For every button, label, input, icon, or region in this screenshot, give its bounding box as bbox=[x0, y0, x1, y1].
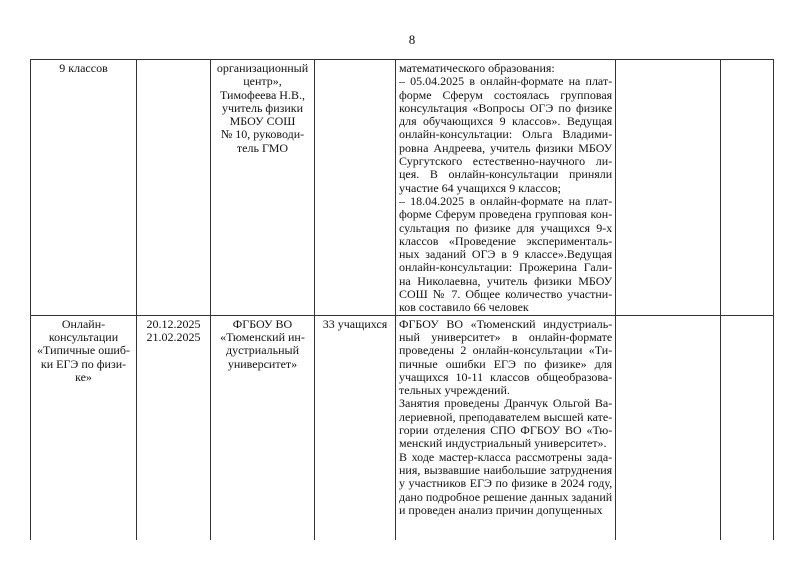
organizer-line: учитель физики bbox=[221, 101, 304, 115]
description-line: на Николаевна, учитель физики МБОУ bbox=[399, 274, 613, 288]
description-line: ния, вызвавшие наибольшие затруднения bbox=[399, 463, 613, 477]
event-name-cell bbox=[31, 315, 137, 540]
description-line: гории отделения СПО ФГБОУ ВО «Тю- bbox=[399, 424, 613, 438]
organizer-line: центр», bbox=[243, 75, 282, 89]
event-name-line: ке» bbox=[75, 370, 92, 384]
organizer-line: дустриальный bbox=[225, 344, 300, 358]
description-line: у участников ЕГЭ по физике в 2024 году, bbox=[399, 477, 613, 491]
organizer-line: университет» bbox=[227, 357, 298, 371]
description-line: ФГБОУ ВО «Тюменский индустриаль- bbox=[399, 317, 613, 331]
event-name-line: Онлайн- bbox=[61, 317, 106, 331]
event-name-line: ки ЕГЭ по физи- bbox=[40, 357, 127, 371]
organizer-line: ФГБОУ ВО bbox=[232, 317, 293, 331]
event-dates-cell bbox=[137, 60, 211, 316]
description-line: – 18.04.2025 в онлайн-формате на плат- bbox=[399, 194, 613, 208]
organizer-cell bbox=[211, 315, 315, 540]
description-line: консультация «Вопросы ОГЭ по физике bbox=[399, 101, 613, 115]
participants-line: 33 учащихся bbox=[322, 317, 388, 331]
event-dates-cell bbox=[137, 315, 211, 540]
description-line: онлайн-консультации: Ольга Владими- bbox=[399, 128, 613, 142]
page-number: 8 bbox=[408, 32, 416, 47]
empty-cell bbox=[616, 60, 721, 316]
description-line: СОШ № 7. Общее количество участни- bbox=[399, 288, 613, 302]
description-line: цея. В онлайн-консультации приняли bbox=[399, 168, 613, 182]
description-line: менский индустриальный университет». bbox=[399, 437, 607, 451]
participants-cell bbox=[315, 60, 396, 316]
description-line: онлайн-консультации: Прожерина Гали- bbox=[399, 261, 613, 275]
description-line: для обучающихся 9 классов». Ведущая bbox=[399, 115, 613, 129]
events-table bbox=[30, 59, 774, 540]
description-line: ровна Андреева, учитель физики МБОУ bbox=[399, 141, 613, 155]
description-line: тельных учреждений. bbox=[399, 384, 510, 398]
organizer-cell bbox=[211, 60, 315, 316]
description-cell bbox=[396, 315, 616, 540]
event-name-cell bbox=[31, 60, 137, 316]
description-line: ный университет» в онлайн-формате bbox=[399, 330, 613, 344]
description-line: ных заданий ОГЭ в 9 классе».Ведущая bbox=[399, 248, 613, 262]
empty-cell bbox=[721, 315, 774, 540]
description-line: Занятия проведены Дранчук Ольгой Ва- bbox=[399, 397, 613, 411]
table-row bbox=[31, 60, 774, 316]
description-line: проведены 2 онлайн-консультации «Ти- bbox=[399, 344, 613, 358]
description-line: – 05.04.2025 в онлайн-формате на плат- bbox=[399, 75, 613, 89]
empty-cell bbox=[616, 315, 721, 540]
description-line: сультация по физике для учащихся 9-х bbox=[399, 221, 613, 235]
description-line: В ходе мастер-класса рассмотрены зада- bbox=[399, 450, 613, 464]
table-row bbox=[31, 315, 774, 540]
description-line: лериевной, преподавателем высшей кате- bbox=[399, 410, 613, 424]
event-name-line: 9 классов bbox=[59, 62, 108, 75]
organizer-line: «Тюменский ин- bbox=[220, 330, 305, 344]
event-name-line: «Типичные ошиб- bbox=[37, 344, 130, 358]
description-line: участие 64 учащихся 9 классов; bbox=[399, 181, 561, 195]
organizer-line: организационный bbox=[216, 62, 309, 75]
empty-cell bbox=[721, 60, 774, 316]
organizer-line: Тимофеева Н.В., bbox=[220, 88, 305, 102]
description-line: форме Сферум состоялась групповая bbox=[399, 88, 613, 102]
description-line: и проведен анализ причин допущенных bbox=[399, 503, 603, 517]
participants-cell bbox=[315, 315, 396, 540]
description-line: учащихся 10-11 классов общеобразова- bbox=[399, 370, 613, 384]
organizer-line: МБОУ СОШ bbox=[229, 115, 296, 129]
event-dates-line: 21.02.2025 bbox=[146, 330, 201, 344]
event-name-line: консультации bbox=[48, 330, 119, 344]
description-line: ков составило 66 человек bbox=[399, 301, 529, 315]
event-dates-line: 20.12.2025 bbox=[146, 317, 201, 331]
organizer-line: тель ГМО bbox=[236, 141, 289, 155]
description-line: дано подробное решение данных заданий bbox=[399, 490, 613, 504]
organizer-line: № 10, руководи- bbox=[220, 128, 305, 142]
description-cell bbox=[396, 60, 616, 316]
description-line: математического образования: bbox=[399, 62, 555, 75]
description-line: Сургутского естественно-научного ли- bbox=[399, 155, 613, 169]
description-line: пичные ошибки ЕГЭ по физике» для bbox=[399, 357, 613, 371]
description-line: форме Сферум проведена групповая кон- bbox=[399, 208, 613, 222]
description-line: классов «Проведение эксперименталь- bbox=[399, 234, 613, 248]
